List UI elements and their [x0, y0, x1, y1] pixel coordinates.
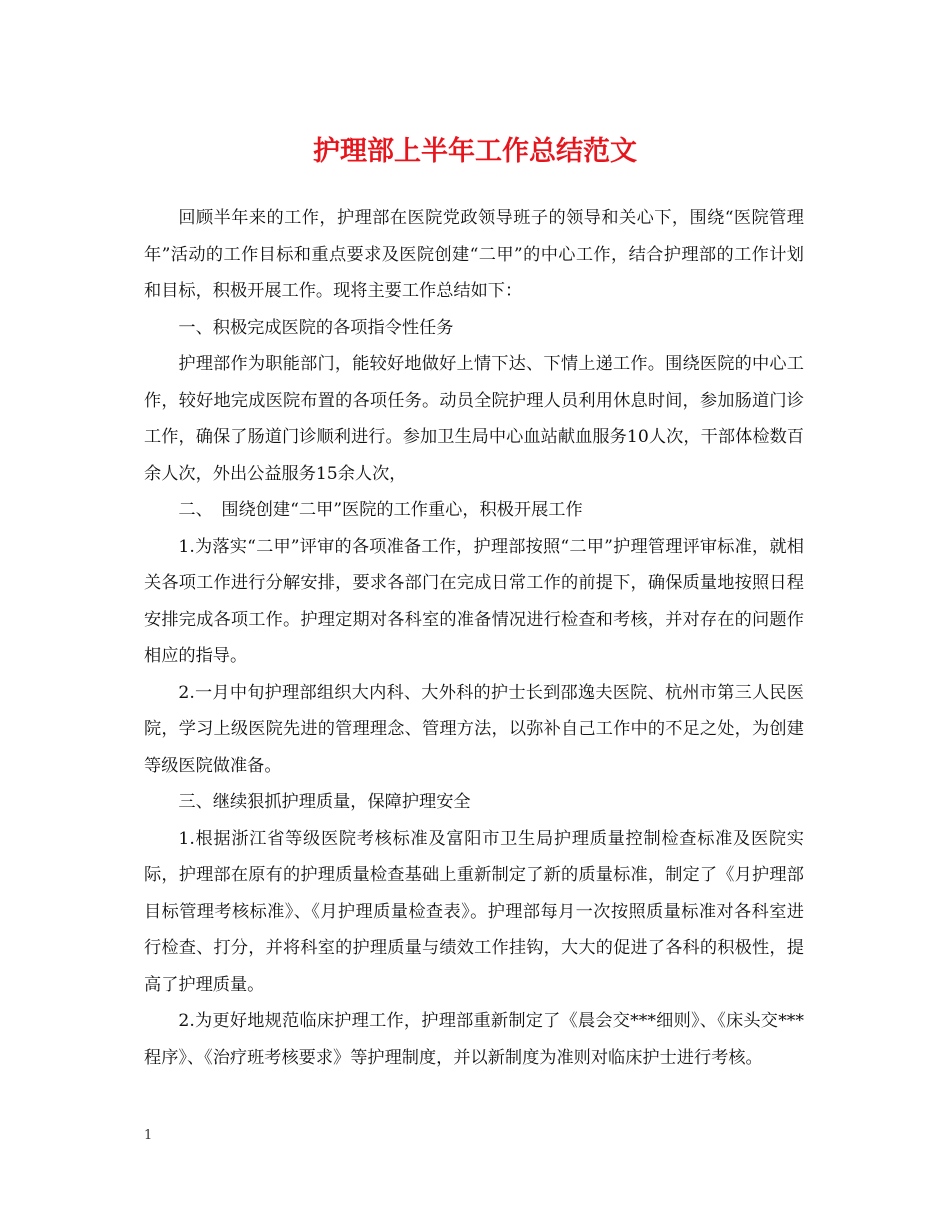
paragraph-section-2-item-1: 1.为落实“二甲”评审的各项准备工作，护理部按照“二甲”护理管理评审标准，就相关各项工作进行分解安排，要求各部门在完成日常工作的前提下，确保质量地按照日程安排完成各项工作。护理定期对各科室的准备情况进行检查和考核，并对存在的问题作相应的指导。: [144, 536, 804, 666]
paragraph-section-3-item-1: 1.根据浙江省等级医院考核标准及富阳市卫生局护理质量控制检查标准及医院实际，护理部在原有的护理质量检查基础上重新制定了新的质量标准，制定了《月护理部目标管理考核标准》、《月护理质量检查表》。护理部每月一次按照质量标准对各科室进行检查、打分，并将科室的护理质量与绩效工作挂钩，大大的促进了各科的积极性，提高了护理质量。: [144, 828, 804, 995]
paragraph-intro: 回顾半年来的工作，护理部在医院党政领导班子的领导和关心下，围绕“医院管理年”活动的工作目标和重点要求及医院创建“二甲”的中心工作，结合护理部的工作计划和目标，积极开展工作。现将主要工作总结如下：: [144, 208, 804, 301]
section-heading-1: 一、积极完成医院的各项指令性任务: [178, 317, 454, 338]
section-heading-2: 二、 围绕创建“二甲”医院的工作重心，积极开展工作: [178, 500, 583, 520]
paragraph-section-1: 护理部作为职能部门，能较好地做好上情下达、下情上递工作。围绕医院的中心工作，较好地完成医院布置的各项任务。动员全院护理人员利用休息时间，参加肠道门诊工作，确保了肠道门诊顺利进行。参加卫生局中心血站献血服务10人次，干部体检数百余人次，外出公益服务15余人次，: [144, 354, 804, 484]
page-number: 1: [144, 1128, 153, 1143]
document-body: [144, 200, 804, 1076]
section-heading-3: 三、继续狠抓护理质量，保障护理安全: [178, 792, 471, 812]
document-title: 护理部上半年工作总结范文: [313, 136, 637, 167]
paragraph-section-3-item-2: 2.为更好地规范临床护理工作，护理部重新制定了《晨会交***细则》、《床头交***程序》、《治疗班考核要求》等护理制度，并以新制度为准则对临床护士进行考核。: [144, 1011, 804, 1068]
paragraph-section-2-item-2: 2.一月中旬护理部组织大内科、大外科的护士长到邵逸夫医院、杭州市第三人民医院，学习上级医院先进的管理理念、管理方法，以弥补自己工作中的不足之处，为创建等级医院做准备。: [144, 682, 804, 776]
